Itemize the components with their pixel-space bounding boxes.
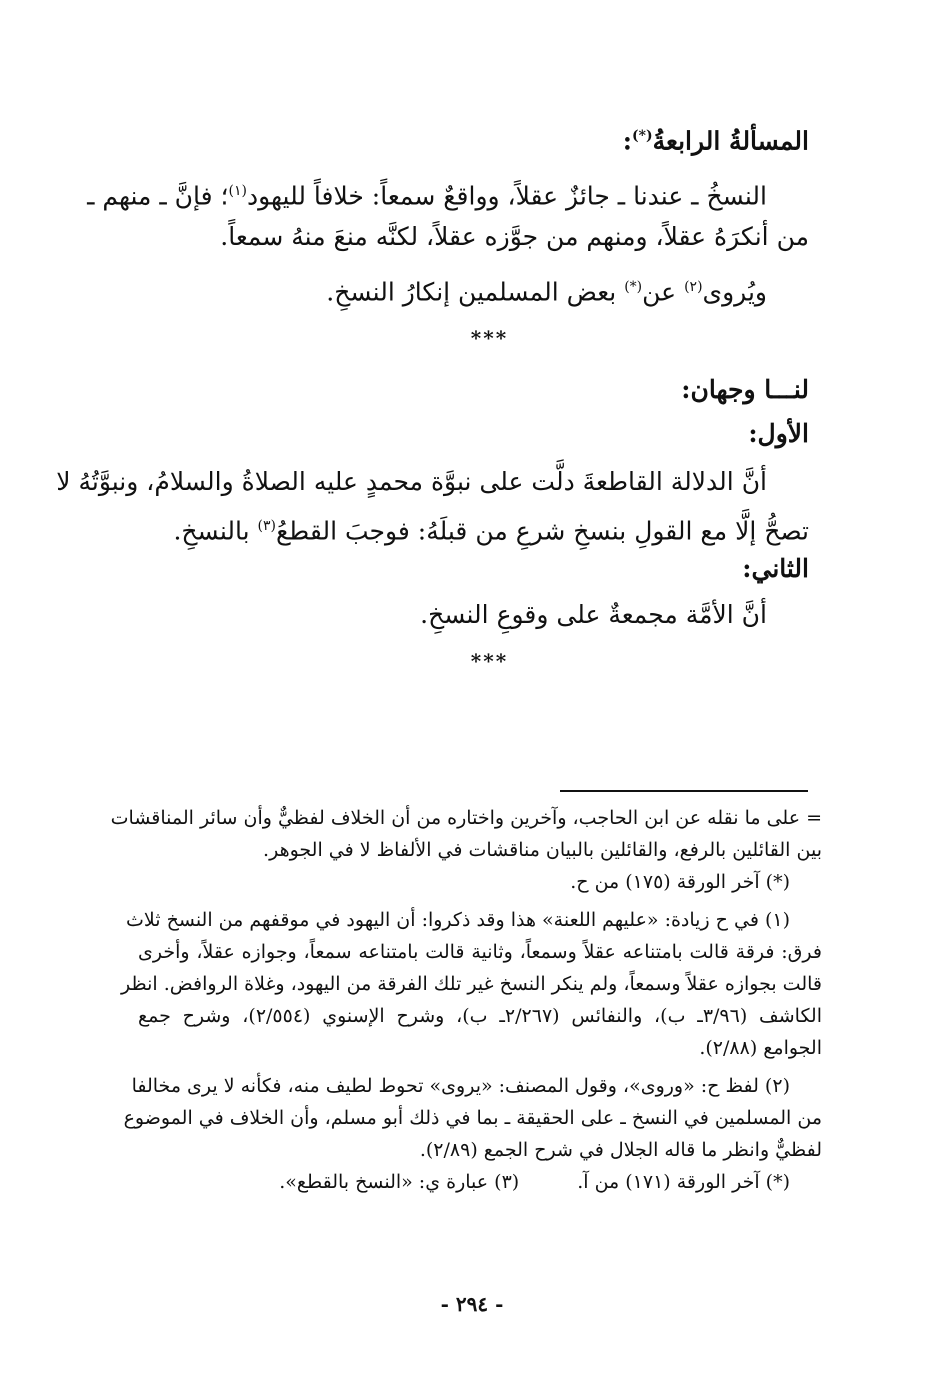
question-title: [130, 118, 809, 159]
first-line-2: [130, 508, 809, 549]
footnote-line: الجوامع (٢/٨٨).: [699, 1037, 822, 1059]
footnote-continuation: [110, 802, 822, 866]
footnote-ref-1: (١): [228, 183, 247, 200]
p2-text-a: ويُروى: [702, 276, 767, 306]
first-line-2-text-a: تصحُّ إلَّا مع القولِ بنسخِ شرعِ من قبلَهُ: فوجبَ القطعُ: [276, 516, 809, 546]
folio-marker: (*): [632, 128, 653, 144]
footnote-3: (٣) عبارة ي: «النسخ بالقطع».: [279, 1171, 520, 1193]
two-ways-heading: لنـــا وجهان:: [681, 374, 809, 404]
footnote-last-row: [138, 1166, 822, 1198]
page-number: - ٢٩٤ -: [440, 1292, 504, 1316]
title-colon: :: [622, 126, 633, 156]
footnote-1: [121, 904, 822, 1064]
footnote-star-2: (*) آخر الورقة (١٧١) من آ.: [577, 1171, 790, 1193]
footnote-line: من المسلمين في النسخ ـ على الحقيقة ـ بما في ذلك أبو مسلم، وأن الخلاف في الموضوع: [123, 1107, 822, 1129]
p2-text-c: بعض المسلمين إنكارُ النسخِ.: [326, 276, 625, 306]
footnote-line: = على ما نقله عن ابن الحاجب، وآخرين واختاره من أن الخلاف لفظيٌّ وأن سائر المناقشات: [110, 807, 822, 829]
footnote-ref-2: (٢): [684, 278, 703, 295]
footnote-ref-3: (٣): [257, 517, 276, 534]
footnote-line: قالت بجوازه عقلاً وسمعاً، ولم ينكر النسخ غير تلك الفرقة من اليهود، وغلاة الروافض. انظر: [121, 973, 822, 995]
second-line-1: أنَّ الأمَّة مجمعةٌ على وقوعِ النسخِ.: [420, 600, 767, 630]
main-text: [56, 118, 809, 674]
paragraph-2: [130, 269, 809, 310]
footnote-line: فرق: فرقة قالت بامتناعه عقلاً وسمعاً، وثانية قالت بامتناعه سمعاً، وجوازه عقلاً، وأخرى: [138, 941, 822, 963]
footnote-line: الكاشف (٣/٩٦ـ ب)، والنفائس (٢/٢٦٧ـ ب)، وشرح الإسنوي (٢/٥٥٤)، وشرح جمع: [138, 1005, 822, 1027]
footnote-2: [123, 1070, 822, 1166]
footnote-rule: [560, 790, 808, 792]
first-heading: الأول:: [748, 418, 809, 448]
section-separator-1: ***: [470, 325, 509, 350]
p1-text-a: النسخُ ـ عندنا ـ جائزٌ عقلاً، وواقعٌ سمعاً: خلافاً لليهود: [246, 181, 767, 211]
p1-text-b: ؛ فإنَّ ـ منهم ـ: [87, 181, 229, 211]
first-line-2-text-b: بالنسخِ.: [173, 516, 258, 546]
section-separator-2: ***: [470, 649, 509, 674]
footnote-line: بين القائلين بالرفع، والقائلين بالبيان مناقشات في الألفاظ لا في الجوهر.: [263, 839, 822, 861]
paragraph-1-line-2: من أنكرَهُ عقلاً، ومنهم من جوَّزه عقلاً، لكنَّه منعَ منهُ سمعاً.: [220, 221, 809, 251]
paragraph-1-line-1: [87, 173, 809, 214]
folio-marker-2: (*): [624, 278, 643, 295]
p2-text-b: عن: [642, 276, 685, 306]
second-heading: الثاني:: [742, 554, 809, 584]
first-line-1: أنَّ الدلالة القاطعةَ دلَّت على نبوَّة محمدٍ عليه الصلاةُ والسلامُ، ونبوَّتُهُ لا: [56, 466, 767, 496]
question-title-text: المسألةُ الرابعةُ: [652, 126, 809, 156]
footnote-line: لفظيٌّ وانظر ما قاله الجلال في شرح الجمع (٢/٨٩).: [419, 1139, 822, 1161]
footnote-line: (١) في ح زيادة: «عليهم اللعنة» هذا وقد ذكروا: أن اليهود في موقفهم من النسخ ثلاث: [126, 909, 790, 931]
footnotes: [110, 802, 822, 1198]
footnote-line: (*) آخر الورقة (١٧٥) من ح.: [570, 871, 790, 893]
footnote-star-1: [138, 866, 822, 898]
footnote-line: (٢) لفظ ح: «وروى»، وقول المصنف: «يروى» تحوط لطيف منه، فكأنه لا يرى مخالفا: [131, 1075, 790, 1097]
